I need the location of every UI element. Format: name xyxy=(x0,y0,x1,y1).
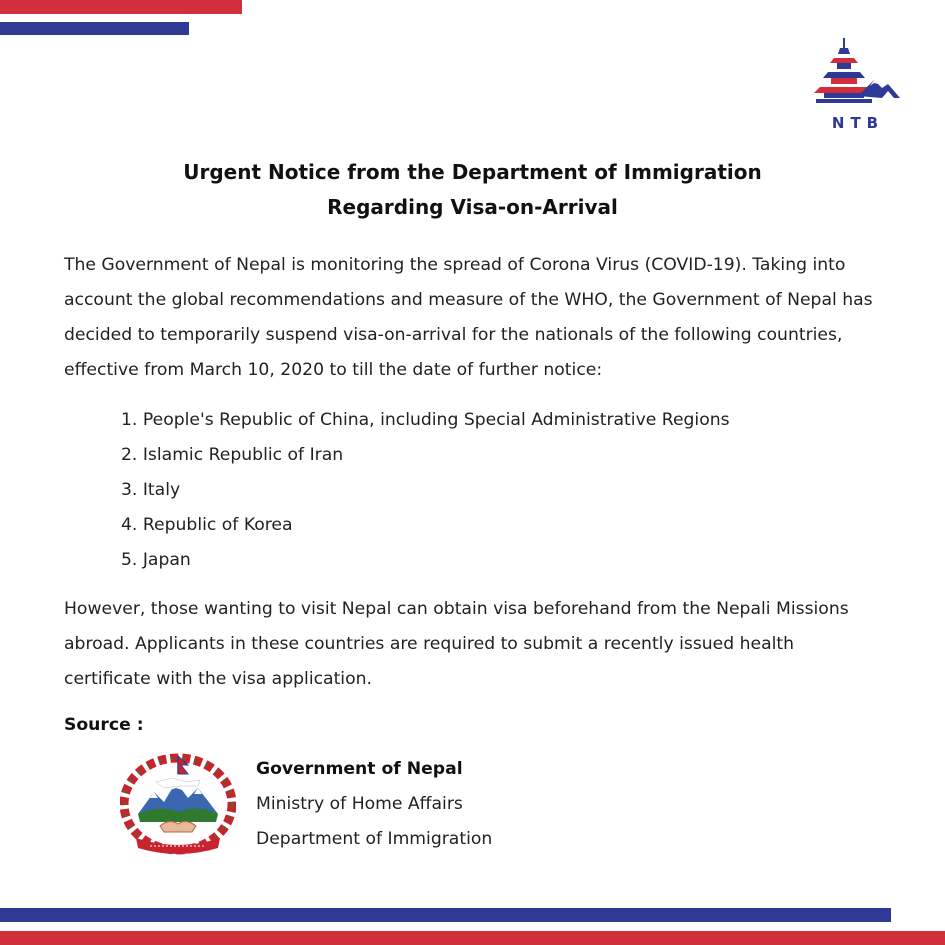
list-item: 1. People's Republic of China, including Special Administrative Regions xyxy=(121,410,730,430)
title-line-2: Regarding Visa-on-Arrival xyxy=(327,195,618,219)
list-item: 5. Japan xyxy=(121,550,191,570)
list-item: 2. Islamic Republic of Iran xyxy=(121,445,344,465)
ntb-pagoda-mountain-icon xyxy=(808,36,904,116)
top-blue-stripe xyxy=(0,22,189,35)
source-ministry: Ministry of Home Affairs xyxy=(256,794,463,814)
title-line-1: Urgent Notice from the Department of Immigration xyxy=(183,160,762,184)
top-red-stripe xyxy=(0,0,242,14)
ntb-logo-text: NTB xyxy=(831,114,885,132)
notice-title xyxy=(0,155,945,225)
suspended-countries-list xyxy=(121,403,730,578)
list-item: 3. Italy xyxy=(121,480,181,500)
source-department: Department of Immigration xyxy=(256,829,493,849)
source-organization: Government of Nepal xyxy=(256,759,463,779)
source-label: Source : xyxy=(64,715,144,735)
list-item: 4. Republic of Korea xyxy=(121,515,293,535)
bottom-blue-stripe xyxy=(0,908,891,922)
bottom-red-stripe xyxy=(0,931,945,945)
visa-info-paragraph: However, those wanting to visit Nepal can obtain visa beforehand from the Nepali Missions abroad. Applicants in these countries are required to submit a recently issued health certificate with the visa application. xyxy=(64,599,849,689)
intro-paragraph: The Government of Nepal is monitoring the spread of Corona Virus (COVID-19). Taking into account the global recommendations and measure of the WHO, the Government of Nepal has decided to temporarily suspend visa-on-arrival for the nationals of the following countries, effective from March 10, 2020 to till the date of further notice: xyxy=(64,255,873,380)
nepal-emblem xyxy=(120,752,236,856)
ntb-logo xyxy=(808,36,904,132)
nepal-coat-of-arms-icon xyxy=(120,752,236,856)
source-signature xyxy=(256,752,492,857)
